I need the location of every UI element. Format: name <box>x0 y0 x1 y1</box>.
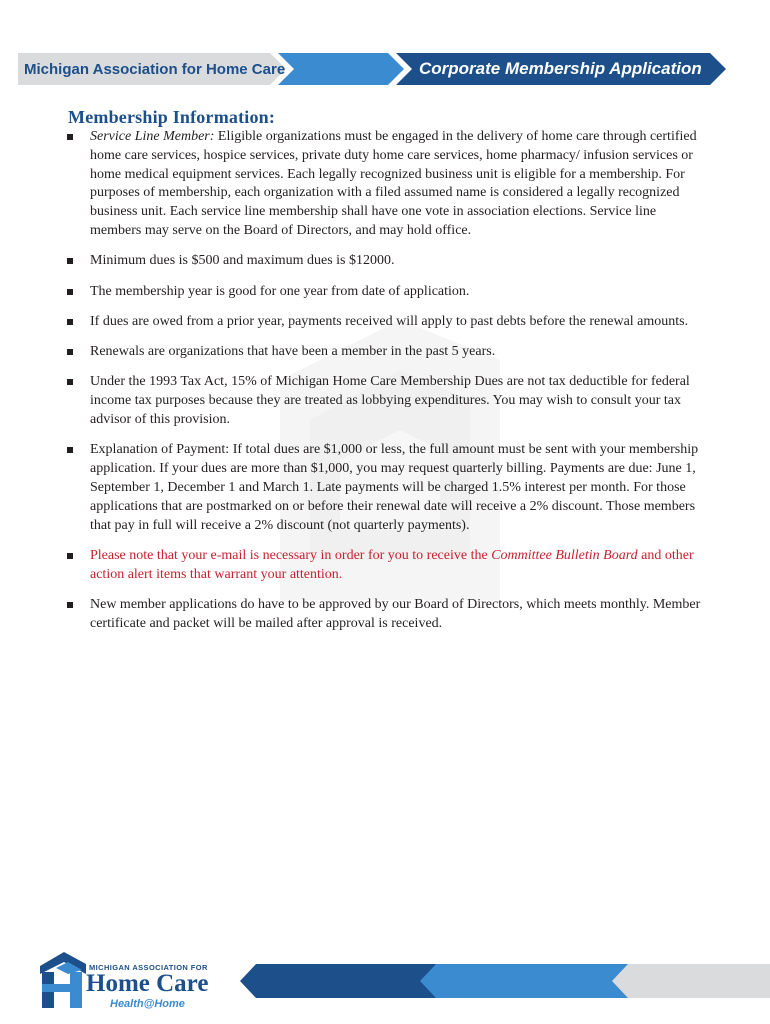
bullet-icon <box>67 349 73 355</box>
list-item <box>64 252 704 271</box>
list-item <box>64 373 704 429</box>
list-item <box>64 547 704 585</box>
item-text: Minimum dues is $500 and maximum dues is $12000. <box>90 253 395 269</box>
item-text: Under the 1993 Tax Act, 15% of Michigan Home Care Membership Dues are not tax deductible for federal income tax purposes because they are treated as lobbying expenditures. You may wish to consult your tax advisor of this provision. <box>90 374 690 428</box>
header-banner <box>0 0 770 110</box>
email-notice-text: Please note that your e-mail is necessary in order for you to receive the <box>90 547 492 563</box>
membership-info-list <box>64 128 704 645</box>
bullet-icon <box>67 319 73 325</box>
item-text: Renewals are organizations that have been a member in the past 5 years. <box>90 344 496 360</box>
header-banner-shapes <box>0 0 770 110</box>
org-name: Michigan Association for Home Care <box>24 61 286 78</box>
logo-tagline: Health@Home <box>110 998 185 1010</box>
list-item <box>64 596 704 634</box>
bullet-icon <box>67 289 73 295</box>
logo-org-text: MICHIGAN ASSOCIATION FOR <box>89 963 208 972</box>
list-item <box>64 441 704 535</box>
item-lead: Service Line Member: <box>90 129 215 144</box>
item-text: If dues are owed from a prior year, payments received will apply to past debts before the renewal amounts. <box>90 313 689 329</box>
list-item <box>64 343 704 362</box>
bulletin-board-name: Committee Bulletin Board <box>491 547 638 563</box>
list-item <box>64 283 704 302</box>
section-title: Membership Information: <box>68 107 276 127</box>
bullet-icon <box>67 447 73 453</box>
list-item <box>64 313 704 332</box>
item-text: New member applications do have to be approved by our Board of Directors, which meets monthly. Member certificate and packet will be mailed after approval is received. <box>90 596 701 631</box>
item-text: Explanation of Payment: If total dues are $1,000 or less, the full amount must be sent with your membership application. If your dues are more than $1,000, you may request quarterly billing. Payments are due: June 1, September 1, December 1 and March 1. Late payments will be charged 1.5% interest per month. For those applications that are postmarked on or before their renewal date will receive a 2% discount. Those members that pay in full will receive a 2% discount (not quarterly payments). <box>90 442 699 533</box>
email-notice-text-end: and other action alert items that warrant your attention. <box>90 547 694 582</box>
bullet-icon <box>67 553 73 559</box>
bullet-icon <box>67 134 73 140</box>
item-text: The membership year is good for one year from date of application. <box>90 283 470 299</box>
bullet-icon <box>67 602 73 608</box>
item-text: Eligible organizations must be engaged in the delivery of home care through certified home care services, hospice services, private duty home care services, home pharmacy/ infusion services or home medical equipment services. Each legally recognized business unit is eligible for a membership. For purposes of membership, each organization with a filed assumed name is considered a legally recognized business unit. Each service line membership shall have one vote in association elections. Service line members may serve on the Board of Directors, and may hold office. <box>90 129 697 238</box>
list-item <box>64 128 704 241</box>
bullet-icon <box>67 379 73 385</box>
bullet-icon <box>67 258 73 264</box>
document-title: Corporate Membership Application <box>419 59 702 78</box>
footer-banner-shapes <box>240 964 770 998</box>
logo-title: Home Care <box>86 970 209 997</box>
